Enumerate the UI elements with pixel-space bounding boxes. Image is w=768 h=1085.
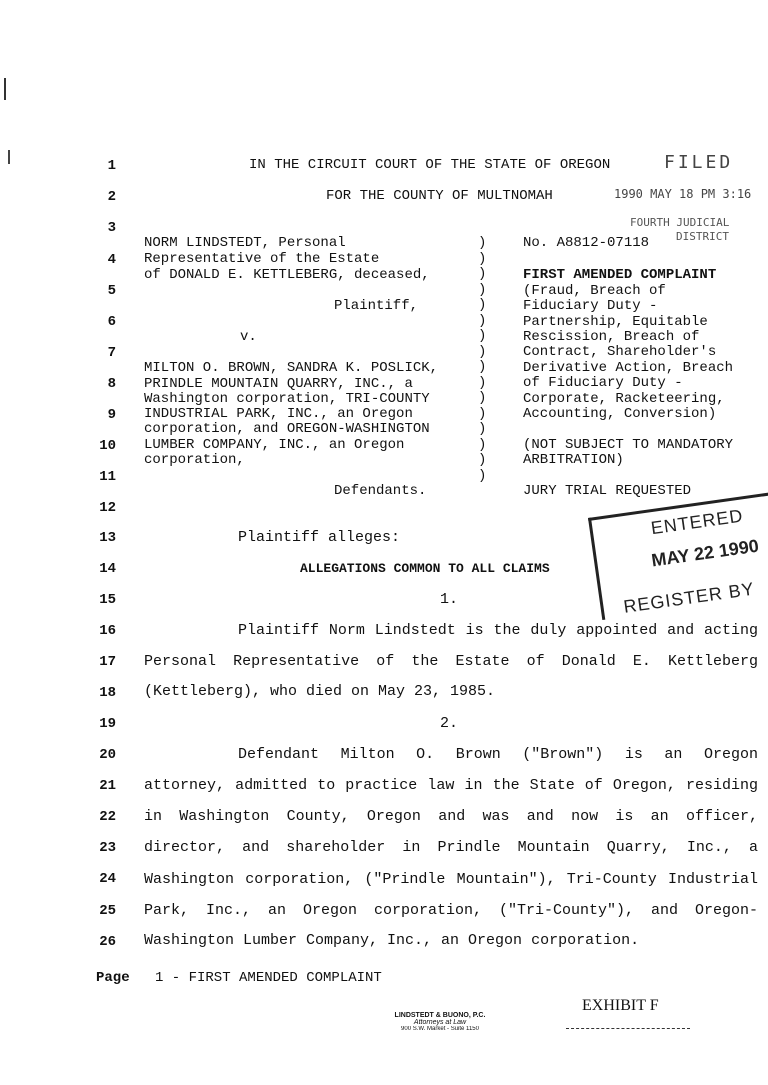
line-number: 22 [99,809,116,825]
line-number: 21 [99,778,116,794]
caption-line: INDUSTRIAL PARK, INC., an Oregon [144,406,413,422]
line-number: 18 [99,685,116,701]
filed-stamp: FILED [664,152,734,173]
paragraph-2-line: Washington corporation, ("Prindle Mountain"), Tri-County Industrial [144,871,758,888]
claims-line: Fiduciary Duty - [523,298,658,314]
line-number: 5 [107,283,116,299]
section-heading: ALLEGATIONS COMMON TO ALL CLAIMS [300,561,550,576]
line-number: 16 [99,623,116,639]
line-number: 3 [107,220,116,236]
line-number: 7 [107,345,116,361]
line-number: 1 [107,158,116,174]
paragraph-1-text: Plaintiff Norm Lindstedt is the duly appointed and acting [238,622,758,639]
line-number: 15 [99,592,116,608]
claims-line: of Fiduciary Duty - [523,375,683,391]
paragraph-2-line: Park, Inc., an Oregon corporation, ("Tri-County"), and Oregon- [144,902,758,919]
paragraph-1-line: Personal Representative of the Estate of Donald E. Kettleberg [144,653,758,670]
paragraph-number: 2. [440,715,459,732]
line-number: 10 [99,438,116,454]
firm-address: 900 S.W. Market - Suite 1150 [401,1026,479,1032]
line-number: 9 [107,407,116,423]
margin-mark [4,78,6,100]
caption-line: corporation, and OREGON-WASHINGTON [144,421,430,437]
entered-stamp-label: ENTERED [649,505,745,539]
paragraph-2-line: Washington Lumber Company, Inc., an Oregon corporation. [144,932,640,949]
entered-stamp [588,490,768,620]
arbitration-note: ARBITRATION) [523,452,624,468]
paragraph-1-line [144,622,758,639]
line-number: 4 [107,252,116,268]
line-number: 14 [99,561,116,577]
caption-line: Representative of the Estate [144,251,380,267]
filed-date-stamp: 1990 MAY 18 PM 3:16 [614,187,752,201]
page-label: Page [96,970,130,986]
line-number: 24 [99,871,116,887]
intro-line: Plaintiff alleges: [238,529,401,546]
line-number: 19 [99,716,116,732]
caption-line: corporation, [144,452,245,468]
paragraph-number: 1. [440,591,459,608]
line-number: 26 [99,934,116,950]
caption-line: MILTON O. BROWN, SANDRA K. POSLICK, [144,360,439,376]
caption-line: v. [240,329,257,345]
line-number: 11 [99,469,116,485]
line-number: 8 [107,376,116,392]
caption-line: Washington corporation, TRI-COUNTY [144,391,430,407]
line-number: 6 [107,314,116,330]
firm-name: LINDSTEDT & BUONO, P.C. [394,1012,486,1019]
county-heading: FOR THE COUNTY OF MULTNOMAH [326,188,553,204]
firm-block [380,1012,500,1032]
jury-demand: JURY TRIAL REQUESTED [523,483,692,499]
paragraph-2-line [144,746,758,763]
line-number: 12 [99,500,116,516]
exhibit-signature-line [566,1028,690,1029]
claims-line: Contract, Shareholder's [523,344,717,360]
caption-line: NORM LINDSTEDT, Personal [144,235,346,251]
line-number: 2 [107,189,116,205]
caption-brackets: ) ) ) ) ) ) ) ) ) ) ) ) ) ) ) ) [478,235,487,484]
exhibit-label: EXHIBIT F [582,997,659,1014]
caption-line: PRINDLE MOUNTAIN QUARRY, INC., a [144,376,413,392]
paragraph-2-line: director, and shareholder in Prindle Mountain Quarry, Inc., a [144,839,758,856]
case-number: No. A8812-07118 [523,235,650,251]
document-title: FIRST AMENDED COMPLAINT [523,267,717,283]
fourth-judicial-stamp: FOURTH JUDICIAL [630,216,730,229]
caption-line: Plaintiff, [334,298,419,314]
line-number: 23 [99,840,116,856]
entered-stamp-date: MAY 22 1990 [650,535,760,571]
claims-line: Corporate, Racketeering, [523,391,725,407]
paragraph-2-line: attorney, admitted to practice law in the State of Oregon, residing [144,777,758,794]
arbitration-note: (NOT SUBJECT TO MANDATORY [523,437,734,453]
line-number: 25 [99,903,116,919]
claims-line: Accounting, Conversion) [523,406,717,422]
caption-line: LUMBER COMPANY, INC., an Oregon [144,437,405,453]
caption-line: Defendants. [334,483,427,499]
margin-mark [8,150,10,164]
entered-stamp-register: REGISTER BY [622,578,756,617]
paragraph-2-line: in Washington County, Oregon and was and now is an officer, [144,808,758,825]
firm-subtitle: Attorneys at Law [413,1019,467,1026]
district-stamp: DISTRICT [676,230,729,243]
claims-line: Derivative Action, Breach [523,360,734,376]
line-number: 13 [99,530,116,546]
paragraph-1-line: (Kettleberg), who died on May 23, 1985. [144,683,496,700]
claims-line: Partnership, Equitable [523,314,708,330]
page-footer-text: 1 - FIRST AMENDED COMPLAINT [155,970,382,986]
line-number: 20 [99,747,116,763]
claims-line: Rescission, Breach of [523,329,700,345]
line-number: 17 [99,654,116,670]
caption-line: of DONALD E. KETTLEBERG, deceased, [144,267,430,283]
court-heading: IN THE CIRCUIT COURT OF THE STATE OF OREGON [249,157,611,173]
paragraph-2-text: Defendant Milton O. Brown ("Brown") is an Oregon [238,746,758,763]
claims-line: (Fraud, Breach of [523,283,666,299]
